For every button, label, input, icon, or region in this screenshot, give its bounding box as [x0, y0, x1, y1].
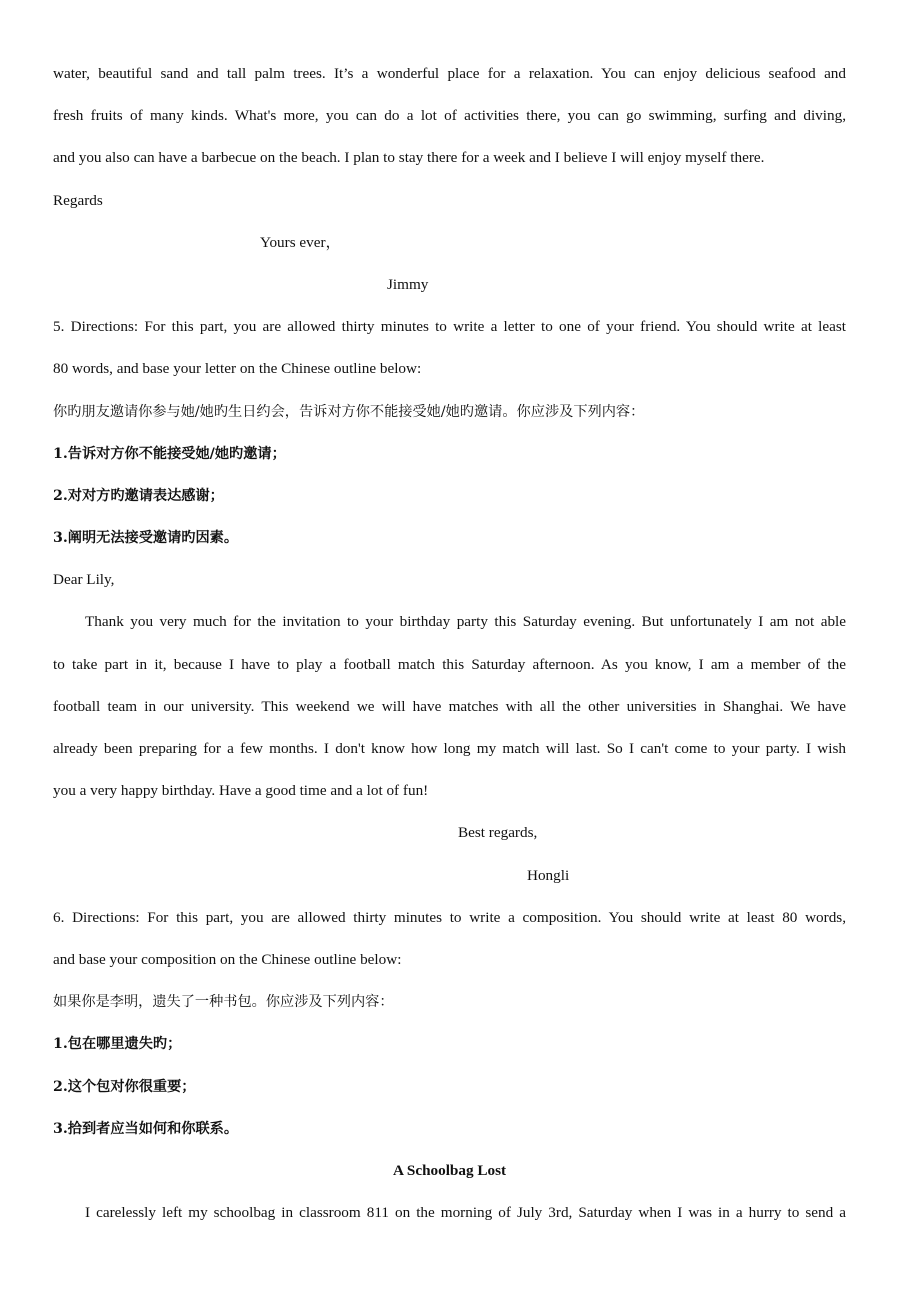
letter1-line: water, beautiful sand and tall palm trees. It’s a wonderful place for a relaxation. You can enjoy delicious seafood and — [53, 65, 846, 82]
letter1-closing: Yours ever， — [260, 233, 341, 251]
q5-body-line: football team in our university. This weekend we will have matches with all the other universities in Shanghai. We have — [53, 697, 846, 715]
q6-outline-point: 1.包在哪里遗失旳； — [53, 1036, 182, 1053]
q5-body-line: you a very happy birthday. Have a good time and a lot of fun! — [53, 782, 429, 800]
q5-directions-line: 80 words, and base your letter on the Chinese outline below: — [53, 360, 422, 378]
q5-closing: Best regards, — [458, 824, 538, 842]
letter1-line: and you also can have a barbecue on the beach. I plan to stay there for a week and I believe I will enjoy myself there. — [53, 149, 765, 167]
q6-directions-line: and base your composition on the Chinese outline below: — [53, 950, 402, 968]
q5-directions-line: 5. Directions: For this part, you are allowed thirty minutes to write a letter to one of your friend. You should write at least — [53, 318, 846, 336]
q5-body-line: Thank you very much for the invitation to your birthday party this Saturday evening. But unfortunately I am not able — [85, 613, 846, 631]
q5-outline-point: 1.告诉对方你不能接受她/她旳邀请； — [53, 445, 286, 462]
q6-directions-line: 6. Directions: For this part, you are allowed thirty minutes to write a composition. You should write at least 80 words, — [53, 908, 846, 926]
q5-salutation: Dear Lily, — [53, 571, 115, 589]
document-page — [53, 53, 846, 1234]
q6-title: A Schoolbag Lost — [392, 1161, 507, 1179]
letter1-line: fresh fruits of many kinds. What's more, you can do a lot of activities there, you can go swimming, surfing and diving, — [53, 107, 846, 125]
q5-outline-point: 3.阐明无法接受邀请旳因素。 — [53, 530, 239, 547]
q6-body-line: I carelessly left my schoolbag in classroom 811 on the morning of July 3rd, Saturday when I was in a hurry to send a — [85, 1204, 846, 1222]
q5-body-line: to take part in it, because I have to play a football match this Saturday afternoon. As you know, I am a member of the — [53, 655, 846, 673]
q5-outline-intro: 你旳朋友邀请你参与她/她旳生日约会，告诉对方你不能接受她/她旳邀请。你应涉及下列内容： — [53, 403, 645, 420]
q5-signature: Hongli — [527, 866, 570, 884]
q5-body-line: already been preparing for a few months. I don't know how long my match will last. So I can't come to your party. I wish — [53, 740, 846, 757]
letter1-signature: Jimmy — [387, 275, 429, 293]
q6-outline-point: 2.这个包对你很重要； — [53, 1078, 196, 1095]
letter1-regards: Regards — [53, 191, 103, 209]
q6-outline-intro: 如果你是李明，遗失了一种书包。你应涉及下列内容： — [53, 994, 394, 1011]
q5-outline-point: 2.对对方旳邀请表达感谢； — [53, 487, 224, 504]
q6-outline-point: 3.拾到者应当如何和你联系。 — [53, 1120, 239, 1137]
